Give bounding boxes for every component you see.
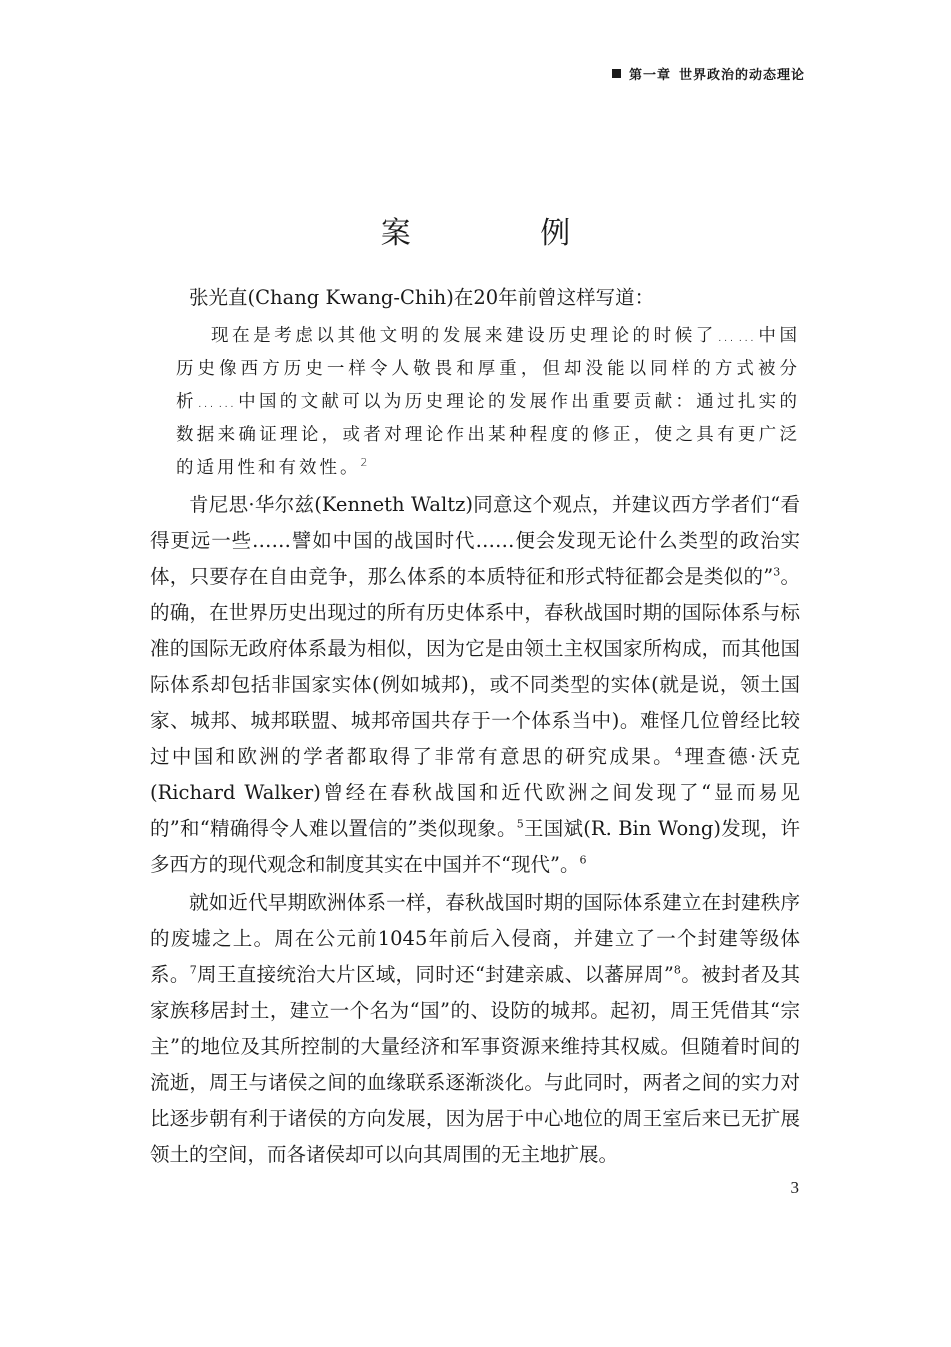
page-number: 3 <box>790 1178 799 1197</box>
intro-paragraph: 张光直(Chang Kwang-Chih)在20年前曾这样写道： <box>189 286 655 309</box>
footnote-ref-5: 5 <box>516 817 524 831</box>
running-head-chapter: 第一章 <box>628 68 671 83</box>
paragraph-waltz-part-b: 。的确，在世界历史出现过的所有历史体系中，春秋战国时期的国际体系与标准的国际无政府体系最为相似，因为它是由领土主权国家所构成，而其他国际体系却包括非国家实体(例如城邦)，或不同类型的实体(就是说，领土国家、城邦、城邦联盟、城邦帝国共存于一个体系当中)。难怪几位曾经比较过中国和欧洲的学者都取得了非常有意思的研究成果。 <box>150 565 800 768</box>
running-head <box>612 64 805 83</box>
paragraph-zhou-part-c: 。被封者及其家族移居封土，建立一个名为“国”的、设防的城邦。起初，周王凭借其“宗主”的地位及其所控制的大量经济和军事资源来维持其权威。但随着时间的流逝，周王与诸侯之间的血缘联系逐渐淡化。与此同时，两者之间的实力对比逐步朝有利于诸侯的方向发展，因为居于中心地位的周王室后来已无扩展领土的空间，而各诸侯却可以向其周围的无主地扩展。 <box>150 963 800 1166</box>
running-head-title: 世界政治的动态理论 <box>678 68 805 83</box>
footnote-ref-6: 6 <box>579 853 587 867</box>
paragraph-waltz-part-d: 王国斌(R. Bin Wong)发现，许多西方的现代观念和制度其实在中国并不“现代”。 <box>150 817 800 876</box>
footnote-ref-4: 4 <box>675 745 683 759</box>
footnote-ref-3: 3 <box>773 565 781 579</box>
paragraph-waltz <box>150 487 800 883</box>
paragraph-zhou-part-b: 周王直接统治大片区域，同时还“封建亲戚、以蕃屏周” <box>196 963 674 986</box>
section-title: 案 例 <box>380 216 631 251</box>
footnote-ref-2: 2 <box>360 456 371 470</box>
body-text <box>150 280 800 1173</box>
paragraph-zhou-part-a: 就如近代早期欧洲体系一样，春秋战国时期的国际体系建立在封建秩序的废墟之上。周在公元前1045年前后入侵商，并建立了一个封建等级体系。 <box>150 891 800 986</box>
paragraph-zhou <box>150 885 800 1173</box>
quote-text: 现在是考虑以其他文明的发展来建设历史理论的时候了……中国历史像西方历史一样令人敬畏和厚重，但却没能以同样的方式被分析……中国的文献可以为历史理论的发展作出重要贡献：通过扎实的数据来确证理论，或者对理论作出某种程度的修正，使之具有更广泛的适用性和有效性。 <box>176 326 800 478</box>
footnote-ref-8: 8 <box>673 963 681 977</box>
paragraph-waltz-part-c: 理查德·沃克(Richard Walker)曾经在春秋战国和近代欧洲之间发现了“显而易见的”和“精确得令人难以置信的”类似现象。 <box>150 745 800 840</box>
footnote-ref-7: 7 <box>189 963 197 977</box>
block-quote <box>150 320 800 485</box>
square-bullet-icon <box>612 69 621 78</box>
paragraph-waltz-part-a: 肯尼思·华尔兹(Kenneth Waltz)同意这个观点，并建议西方学者们“看得更远一些……譬如中国的战国时代……便会发现无论什么类型的政治实体，只要存在自由竞争，那么体系的本质特征和形式特征都会是类似的” <box>150 493 800 588</box>
